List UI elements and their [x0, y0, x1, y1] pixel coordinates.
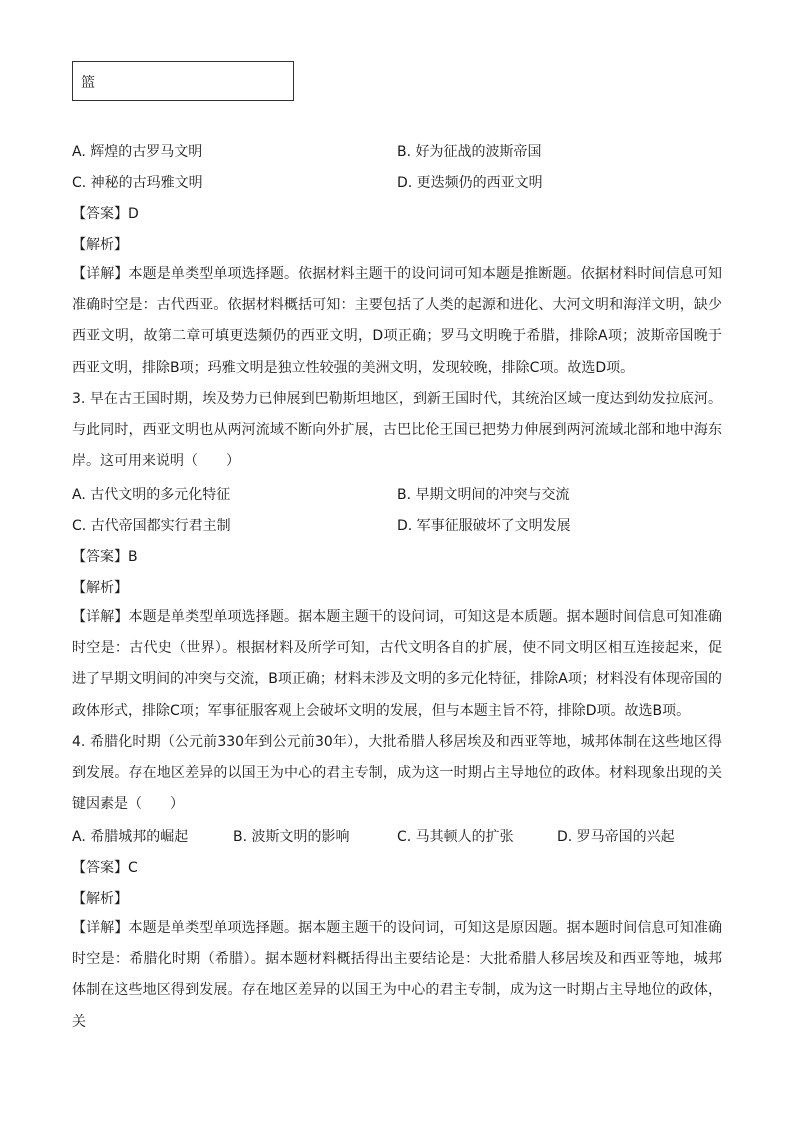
q4-stem: 4. 希腊化时期（公元前330年到公元前30年），大批希腊人移居埃及和西亚等地，城邦体制在这些地区得到发展。存在地区差异的以国王为中心的君主专制，成为这一时期占主导地位的政体。材料现象出现的关键因素是（ ） — [72, 734, 722, 813]
q4-answer: 【答案】C — [72, 860, 138, 876]
q2-analysis-label: 【解析】 — [72, 237, 128, 253]
q4-option-c: C. 马其顿人的扩张 — [397, 829, 514, 845]
q2-option-d: D. 更迭频仍的西亚文明 — [397, 175, 543, 191]
q2-option-b: B. 好为征战的波斯帝国 — [397, 144, 542, 160]
header-box — [72, 61, 294, 101]
q2-answer: 【答案】D — [72, 206, 139, 222]
q3-option-a: A. 古代文明的多元化特征 — [72, 487, 231, 503]
q4-detail: 【详解】本题是单类型单项选择题。据本题主题干的设问词，可知这是原因题。据本题时间信息可知准确时空是：希腊化时期（希腊）。据本题材料概括得出主要结论是：大批希腊人移居埃及和西亚等地，城邦体制在这些地区得到发展。存在地区差异的以国王为中心的君主专制，成为这一时期占主导地位的政体，关 — [72, 920, 722, 1030]
q4-option-d: D. 罗马帝国的兴起 — [557, 829, 675, 845]
q2-option-c: C. 神秘的古玛雅文明 — [72, 175, 203, 191]
q2-detail: 【详解】本题是单类型单项选择题。依据材料主题干的设问词可知本题是推断题。依据材料时间信息可知准确时空是：古代西亚。依据材料概括可知：主要包括了人类的起源和进化、大河文明和海洋文明，缺少西亚文明，故第二章可填更迭频仍的西亚文明，D项正确；罗马文明晚于希腊，排除A项；波斯帝国晚于西亚文明，排除B项；玛雅文明是独立性较强的美洲文明，发现较晚，排除C项。故选D项。 — [72, 266, 722, 376]
q4-option-b: B. 波斯文明的影响 — [233, 829, 350, 845]
q3-option-b: B. 早期文明间的冲突与交流 — [397, 487, 570, 503]
q4-analysis-label: 【解析】 — [72, 891, 128, 907]
q3-detail: 【详解】本题是单类型单项选择题。据本题主题干的设问词，可知这是本质题。据本题时间信息可知准确时空是：古代史（世界）。根据材料及所学可知，古代文明各自的扩展，使不同文明区相互连接起来，促进了早期文明间的冲突与交流，B项正确；材料未涉及文明的多元化特征，排除A项；材料没有体现帝国的政体形式，排除C项；军事征服客观上会破坏文明的发展，但与本题主旨不符，排除D项。故选B项。 — [72, 609, 722, 719]
q3-stem: 3. 早在古王国时期，埃及势力已伸展到巴勒斯坦地区，到新王国时代，其统治区域一度达到幼发拉底河。与此同时，西亚文明也从两河流域不断向外扩展，古巴比伦王国已把势力伸展到两河流域北部和地中海东岸。这可用来说明（ ） — [72, 391, 722, 470]
q4-option-a: A. 希腊城邦的崛起 — [72, 829, 189, 845]
q3-option-c: C. 古代帝国都实行君主制 — [72, 518, 231, 534]
q3-answer: 【答案】B — [72, 549, 138, 565]
q2-option-a: A. 辉煌的古罗马文明 — [72, 144, 203, 160]
header-box-text: 篮 — [81, 75, 95, 91]
q3-analysis-label: 【解析】 — [72, 580, 128, 596]
q3-option-d: D. 军事征服破坏了文明发展 — [397, 518, 571, 534]
